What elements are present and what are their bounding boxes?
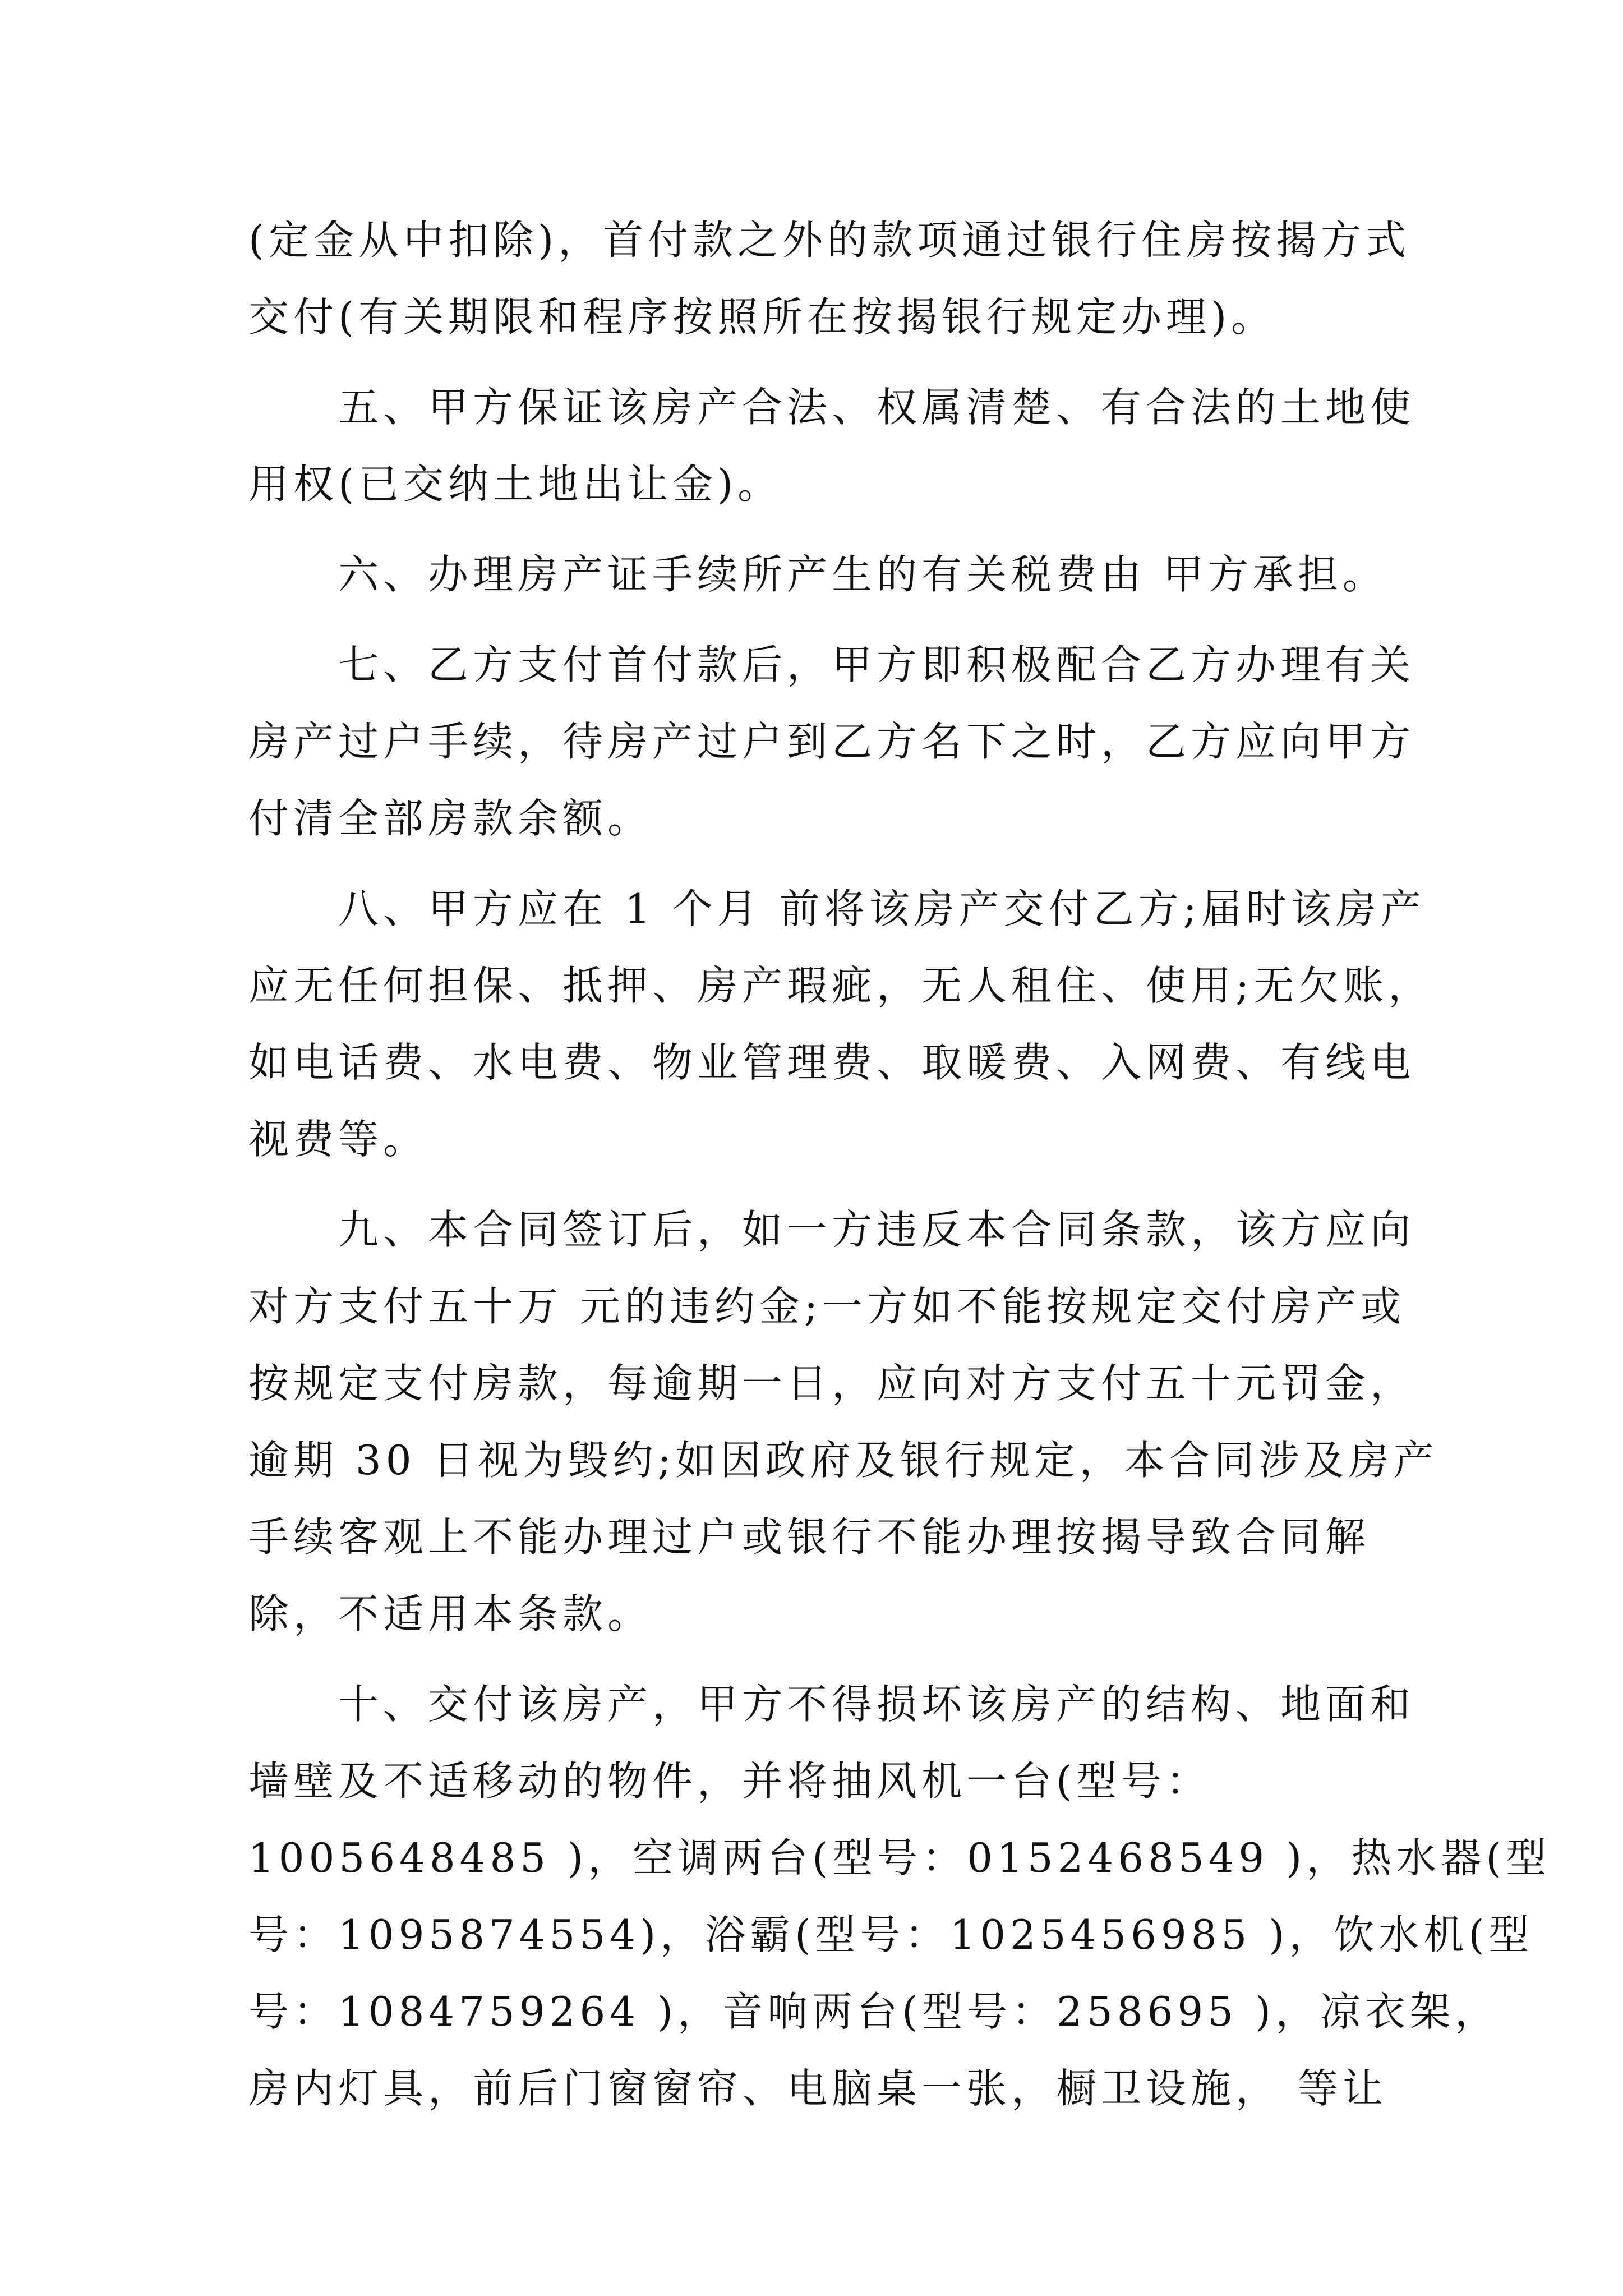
text-line: 用权(已交纳土地出让金)。: [248, 461, 783, 508]
text-line: 付清全部房款余额。: [248, 795, 653, 842]
text-line: 除，不适用本条款。: [248, 1590, 653, 1637]
clause-seven-line: 七、乙方支付首付款后，甲方即积极配合乙方办理有关: [338, 641, 1415, 688]
text-line: 按规定支付房款，每逾期一日，应向对方支付五十元罚金，: [248, 1360, 1415, 1407]
clause-eight-line: 八、甲方应在 1 个月 前将该房产交付乙方;届时该房产: [338, 885, 1426, 932]
contract-text: [248, 202, 1551, 2127]
text-line: 交付(有关期限和程序按照所在按揭银行规定办理)。: [248, 293, 1276, 341]
text-line: 视费等。: [248, 1116, 428, 1163]
text-line: 房产过户手续，待房产过户到乙方名下之时，乙方应向甲方: [248, 718, 1415, 765]
clause-five-line: 五、甲方保证该房产合法、权属清楚、有合法的土地使: [338, 384, 1415, 431]
text-line: 如电话费、水电费、物业管理费、取暖费、入网费、有线电: [248, 1039, 1415, 1086]
text-line: 墙壁及不适移动的物件，并将抽风机一台(型号：: [248, 1757, 1211, 1805]
clause-nine-line: 九、本合同签订后，如一方违反本合同条款，该方应向: [338, 1206, 1415, 1253]
text-line: 手续客观上不能办理过户或银行不能办理按揭导致合同解: [248, 1513, 1371, 1561]
text-line: 号：1095874554)，浴霸(型号：1025456985 )，饮水机(型: [248, 1911, 1534, 1958]
text-line: (定金从中扣除)，首付款之外的款项通过银行住房按揭方式: [248, 217, 1411, 264]
text-line: 1005648485 )，空调两台(型号：0152468549 )，热水器(型: [248, 1834, 1551, 1881]
text-line: 逾期 30 日视为毁约;如因政府及银行规定，本合同涉及房产: [248, 1437, 1438, 1484]
clause-six-line: 六、办理房产证手续所产生的有关税费由 甲方承担。: [338, 551, 1387, 598]
clause-ten-line: 十、交付该房产，甲方不得损坏该房产的结构、地面和: [338, 1681, 1415, 1728]
text-line: 应无任何担保、抵押、房产瑕疵，无人租住、使用;无欠账，: [248, 962, 1433, 1009]
text-line: 房内灯具，前后门窗窗帘、电脑桌一张，橱卫设施， 等让: [248, 2065, 1387, 2112]
text-line: 号：1084759264 )，音响两台(型号：258695 )，凉衣架，: [248, 1988, 1500, 2035]
text-line: 对方支付五十万 元的违约金;一方如不能按规定交付房产或: [248, 1283, 1406, 1330]
